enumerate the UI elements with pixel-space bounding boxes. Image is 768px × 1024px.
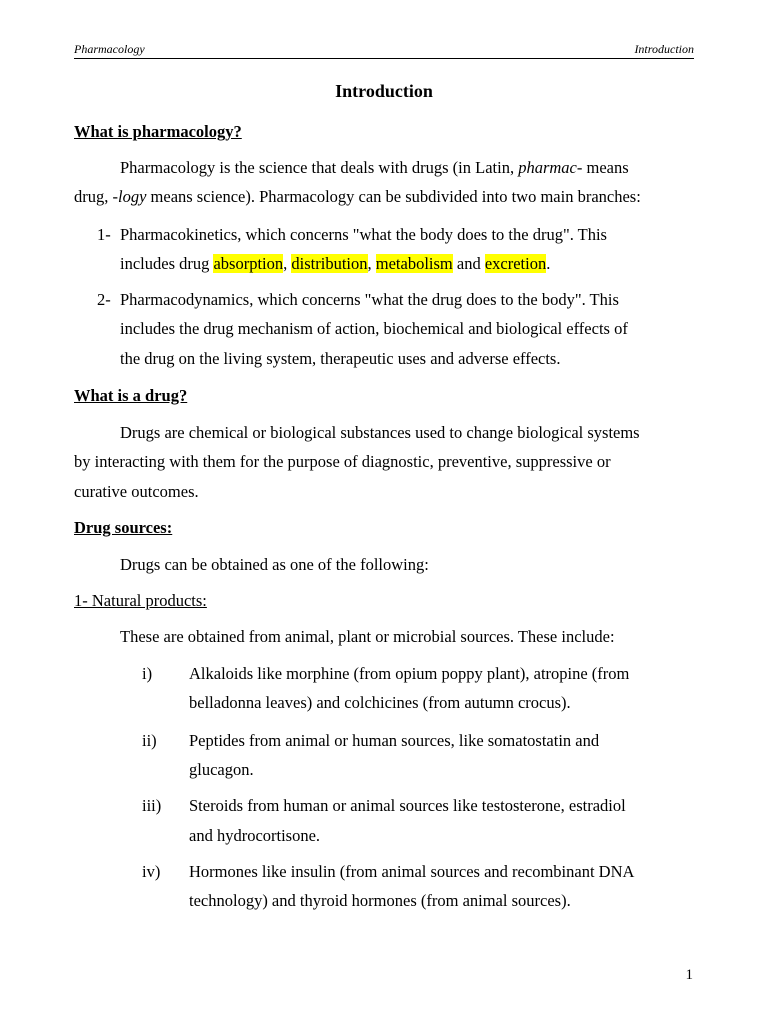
header-left: Pharmacology — [74, 42, 145, 56]
paragraph-line: Drugs can be obtained as one of the following: — [120, 555, 429, 574]
running-header — [74, 42, 694, 59]
text-run: means — [582, 158, 629, 177]
paragraph-line — [74, 187, 641, 207]
list-item-line: belladonna leaves) and colchicines (from autumn crocus). — [189, 693, 571, 712]
list-item-line — [120, 254, 550, 274]
subheading-natural-products: 1- Natural products: — [74, 591, 207, 610]
list-number: 1- — [97, 225, 111, 244]
text-run: . — [546, 254, 551, 273]
paragraph-line — [120, 158, 629, 178]
list-number: ii) — [142, 731, 157, 750]
text-run: includes drug — [120, 254, 214, 273]
latin-term: pharmac- — [518, 158, 583, 177]
text-run: , — [283, 254, 292, 273]
text-run: means science). Pharmacology can be subdivided into two main branches: — [146, 187, 641, 206]
list-item-line: Pharmacodynamics, which concerns "what the drug does to the body". This — [120, 290, 619, 309]
list-item-line: glucagon. — [189, 760, 254, 779]
list-item-line: technology) and thyroid hormones (from animal sources). — [189, 891, 571, 910]
list-number: iii) — [142, 796, 162, 815]
list-item-line: Peptides from animal or human sources, like somatostatin and — [189, 731, 600, 750]
list-number: 2- — [97, 290, 111, 309]
text-run: and — [452, 254, 485, 273]
text-run: drug, — [74, 187, 113, 206]
heading-what-is-a-drug: What is a drug? — [74, 386, 188, 405]
list-item-line: includes the drug mechanism of action, biochemical and biological effects of — [120, 319, 628, 338]
highlight-metabolism: metabolism — [375, 254, 453, 273]
list-item-line: the drug on the living system, therapeutic uses and adverse effects. — [120, 349, 561, 368]
heading-what-is-pharmacology: What is pharmacology? — [74, 122, 242, 141]
highlight-distribution: distribution — [291, 254, 368, 273]
paragraph-line: curative outcomes. — [74, 482, 199, 501]
latin-term: -logy — [112, 187, 147, 206]
list-item-line: Hormones like insulin (from animal sources and recombinant DNA — [189, 862, 635, 881]
text-run: Pharmacology is the science that deals with drugs (in Latin, — [120, 158, 519, 177]
list-number: i) — [142, 664, 153, 683]
highlight-absorption: absorption — [213, 254, 284, 273]
list-item-line: Steroids from human or animal sources like testosterone, estradiol — [189, 796, 626, 815]
list-item-line: Pharmacokinetics, which concerns "what the body does to the drug". This — [120, 225, 607, 244]
header-right: Introduction — [634, 42, 694, 56]
page-title: Introduction — [335, 81, 433, 101]
list-item-line: Alkaloids like morphine (from opium poppy plant), atropine (from — [189, 664, 630, 683]
highlight-excretion: excretion — [484, 254, 547, 273]
list-number: iv) — [142, 862, 161, 881]
paragraph-line: Drugs are chemical or biological substances used to change biological systems — [120, 423, 640, 442]
list-item-line: and hydrocortisone. — [189, 826, 321, 845]
heading-drug-sources: Drug sources: — [74, 518, 173, 537]
paragraph-line: These are obtained from animal, plant or microbial sources. These include: — [120, 627, 615, 646]
paragraph-line: by interacting with them for the purpose of diagnostic, preventive, suppressive or — [74, 452, 611, 471]
page-number: 1 — [685, 967, 693, 983]
text-run: , — [367, 254, 376, 273]
